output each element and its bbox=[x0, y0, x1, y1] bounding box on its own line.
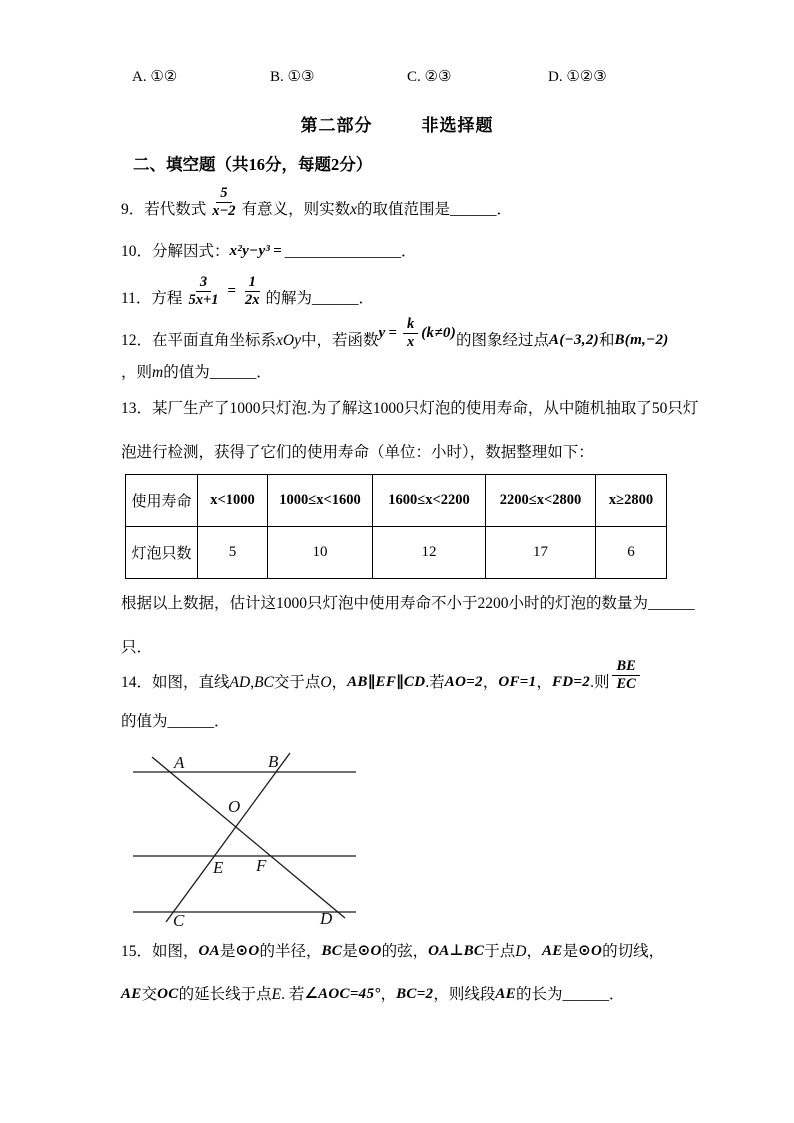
section-heading: 二、填空题（共16分，每题2分） bbox=[133, 155, 373, 174]
q15-text: 是 bbox=[342, 943, 358, 960]
point-label-a: A bbox=[174, 753, 185, 772]
q9-var-x: x bbox=[350, 201, 357, 218]
q14-text: ， bbox=[536, 674, 552, 691]
q12-point-b: B(m,−2) bbox=[614, 332, 669, 348]
q13-answer-blank: ______ bbox=[648, 595, 695, 612]
q15-text: 的弦， bbox=[381, 943, 429, 960]
table-header-row bbox=[126, 475, 667, 527]
question-12-line-2 bbox=[121, 362, 272, 383]
q12-equals: = bbox=[388, 325, 398, 341]
table-data-row bbox=[126, 527, 667, 579]
q15-text: . 若 bbox=[281, 986, 305, 1003]
question-14-line-1 bbox=[121, 658, 643, 693]
q14-text: ， bbox=[331, 674, 348, 691]
point-label-f: F bbox=[256, 856, 267, 875]
q11-equation bbox=[182, 274, 265, 309]
q12-text: 12．在平面直角坐标系 bbox=[121, 332, 277, 349]
q12-function bbox=[378, 316, 456, 351]
q15-text: 是 bbox=[562, 943, 579, 960]
q12-period: ． bbox=[256, 364, 272, 381]
q12-var-y: y bbox=[378, 325, 386, 341]
q15-chord-bc: BC bbox=[321, 943, 343, 959]
option-a: A. ①② bbox=[132, 69, 178, 85]
q10-text: 10．分解因式： bbox=[121, 243, 230, 260]
q10-answer-blank: _______________ bbox=[284, 243, 402, 260]
q9-text: 9．若代数式 bbox=[121, 201, 207, 218]
lifespan-table bbox=[125, 474, 667, 579]
q11-text: 的解为 bbox=[265, 290, 313, 307]
q10-expression: x²y−y³ bbox=[229, 243, 271, 259]
q11-fraction-right-denominator: 2x bbox=[245, 292, 260, 308]
q14-line-bc: BC bbox=[254, 674, 274, 691]
question-12-line-1 bbox=[121, 316, 669, 351]
q15-text: ， bbox=[380, 986, 397, 1003]
q15-circle-o: ⊙O bbox=[578, 943, 603, 959]
point-label-e: E bbox=[213, 858, 224, 877]
q13-post-text: 根据以上数据，估计这1000只灯泡中使用寿命不小于2200小时的灯泡的数量为 bbox=[121, 595, 649, 612]
q11-fraction-right bbox=[242, 274, 263, 309]
q11-period: ． bbox=[358, 290, 375, 307]
q14-answer-blank: ______ bbox=[167, 713, 215, 730]
q15-text: 是 bbox=[219, 943, 236, 960]
q14-text: 的值为 bbox=[121, 713, 168, 730]
q15-tangent-ae: AE bbox=[541, 943, 563, 959]
question-13-conclusion-line-2: 只． bbox=[121, 639, 153, 656]
q15-text: 的半径， bbox=[259, 943, 322, 960]
q15-text: 15．如图， bbox=[121, 943, 199, 960]
cell-bulb-count-label: 灯泡只数 bbox=[126, 527, 198, 579]
q12-text: 的图象经过点 bbox=[456, 332, 550, 349]
q9-period: ． bbox=[496, 201, 512, 218]
cell-count-2: 10 bbox=[268, 527, 373, 579]
q14-fraction-denominator: EC bbox=[616, 676, 636, 692]
q14-fraction-be-ec bbox=[612, 658, 639, 693]
q10-equals: = bbox=[273, 243, 282, 259]
cell-count-3: 12 bbox=[373, 527, 486, 579]
q12-text: 的值为 bbox=[163, 364, 210, 381]
q15-ray-oc: OC bbox=[157, 986, 179, 1002]
cell-count-5: 6 bbox=[596, 527, 667, 579]
q11-equals: = bbox=[227, 283, 237, 299]
header-lifespan: 使用寿命 bbox=[126, 475, 198, 527]
question-13-line-1: 13．某厂生产了1000只灯泡.为了解这1000只灯泡的使用寿命，从中随机抽取了50只灯 bbox=[121, 400, 699, 417]
q15-text: 的切线， bbox=[602, 943, 665, 960]
q9-answer-blank: ______ bbox=[449, 201, 497, 218]
q15-angle-aoc: ∠AOC=45° bbox=[304, 986, 381, 1002]
q11-fraction-left-denominator: 5x+1 bbox=[188, 292, 219, 308]
q11-fraction-right-numerator: 1 bbox=[245, 274, 260, 292]
q14-text: 14．如图，直线 bbox=[121, 674, 230, 691]
option-b: B. ①③ bbox=[270, 69, 315, 85]
q14-point-o: O bbox=[320, 674, 332, 691]
q14-text: 交于点 bbox=[273, 674, 321, 691]
point-label-b: B bbox=[268, 752, 279, 771]
question-9 bbox=[121, 185, 512, 220]
header-range-4: 2200≤x<2800 bbox=[486, 475, 596, 527]
question-15-line-2 bbox=[121, 984, 625, 1005]
header-range-2: 1000≤x<1600 bbox=[268, 475, 373, 527]
q11-fraction-left-numerator: 3 bbox=[196, 274, 211, 292]
q14-geometry-figure bbox=[130, 748, 370, 938]
q15-circle-o: ⊙O bbox=[235, 943, 260, 959]
q15-answer-blank: ______ bbox=[562, 986, 610, 1003]
q9-fraction-numerator: 5 bbox=[216, 185, 231, 203]
q15-given-bc: BC=2 bbox=[396, 986, 434, 1002]
q15-text: 于点 bbox=[484, 943, 516, 960]
option-c: C. ②③ bbox=[407, 69, 452, 85]
question-10 bbox=[121, 241, 417, 262]
q12-text: ，则 bbox=[121, 364, 153, 381]
q15-text: 的延长线于点 bbox=[178, 986, 272, 1003]
transversal-ad bbox=[152, 757, 345, 918]
q12-point-a: A(−3,2) bbox=[549, 332, 599, 348]
question-13-line-2: 泡进行检测，获得了它们的使用寿命（单位：小时），数据整理如下： bbox=[121, 444, 594, 461]
q12-answer-blank: ______ bbox=[209, 364, 257, 381]
q14-given-ao: AO=2 bbox=[444, 674, 483, 690]
q14-given-fd: FD=2 bbox=[551, 674, 591, 690]
q11-answer-blank: ______ bbox=[312, 290, 359, 307]
q14-text: .则 bbox=[590, 674, 610, 691]
q12-fraction bbox=[403, 316, 418, 351]
q12-text: 中，若函数 bbox=[300, 332, 379, 349]
q14-fraction-numerator: BE bbox=[612, 658, 639, 676]
q12-fraction-numerator: k bbox=[403, 316, 418, 334]
q12-var-xoy: xOy bbox=[276, 332, 301, 349]
q15-text: 的长为 bbox=[516, 986, 563, 1003]
header-range-5: x≥2800 bbox=[596, 475, 667, 527]
q15-segment-ae: AE bbox=[495, 986, 516, 1002]
q9-fraction-denominator: x−2 bbox=[212, 203, 236, 219]
option-d: D. ①②③ bbox=[548, 69, 607, 85]
part-title-number: 第二部分 bbox=[300, 116, 373, 135]
cell-count-4: 17 bbox=[486, 527, 596, 579]
part-title-name: 非选择题 bbox=[421, 116, 494, 135]
q14-line-ad: AD bbox=[229, 674, 251, 691]
q15-point-e: E bbox=[271, 986, 282, 1003]
question-11 bbox=[121, 274, 374, 309]
q14-text: .若 bbox=[425, 674, 445, 691]
q11-fraction-left bbox=[185, 274, 221, 309]
q9-text: 的取值范围是 bbox=[356, 201, 450, 218]
header-range-3: 1600≤x<2200 bbox=[373, 475, 486, 527]
q15-tangent-ae: AE bbox=[121, 986, 142, 1002]
part-title bbox=[120, 111, 674, 136]
q15-text: 交 bbox=[141, 986, 158, 1003]
q12-text: 和 bbox=[598, 332, 615, 349]
q15-perpendicular: OA⊥BC bbox=[428, 943, 485, 959]
transversal-bc bbox=[166, 753, 290, 922]
q14-parallel-statement: AB∥EF∥CD bbox=[347, 674, 426, 690]
header-range-1: x<1000 bbox=[198, 475, 268, 527]
point-label-d: D bbox=[320, 909, 333, 928]
q14-text: , bbox=[250, 674, 255, 691]
q12-var-m: m bbox=[152, 364, 164, 381]
q14-given-of: OF=1 bbox=[498, 674, 537, 690]
question-13-conclusion-line-1 bbox=[121, 593, 695, 614]
q10-period: ． bbox=[401, 243, 417, 260]
point-label-c: C bbox=[173, 911, 185, 930]
question-15-line-1 bbox=[121, 941, 664, 962]
q15-radius-oa: OA bbox=[198, 943, 220, 959]
q9-fraction bbox=[209, 185, 238, 220]
q15-text: ， bbox=[526, 943, 542, 960]
q12-condition: (k≠0) bbox=[421, 325, 456, 341]
point-label-o: O bbox=[228, 797, 241, 816]
q15-point-d: D bbox=[515, 943, 527, 960]
q15-circle-o: ⊙O bbox=[357, 943, 382, 959]
question-14-line-2 bbox=[121, 711, 230, 732]
q9-text: 有意义，则实数 bbox=[241, 201, 351, 218]
q12-fraction-denominator: x bbox=[407, 334, 415, 350]
q15-period: ． bbox=[609, 986, 625, 1003]
q15-text: ，则线段 bbox=[433, 986, 496, 1003]
q14-text: ， bbox=[482, 674, 499, 691]
q14-period: ． bbox=[214, 713, 230, 730]
q11-text: 11．方程 bbox=[121, 290, 183, 307]
cell-count-1: 5 bbox=[198, 527, 268, 579]
